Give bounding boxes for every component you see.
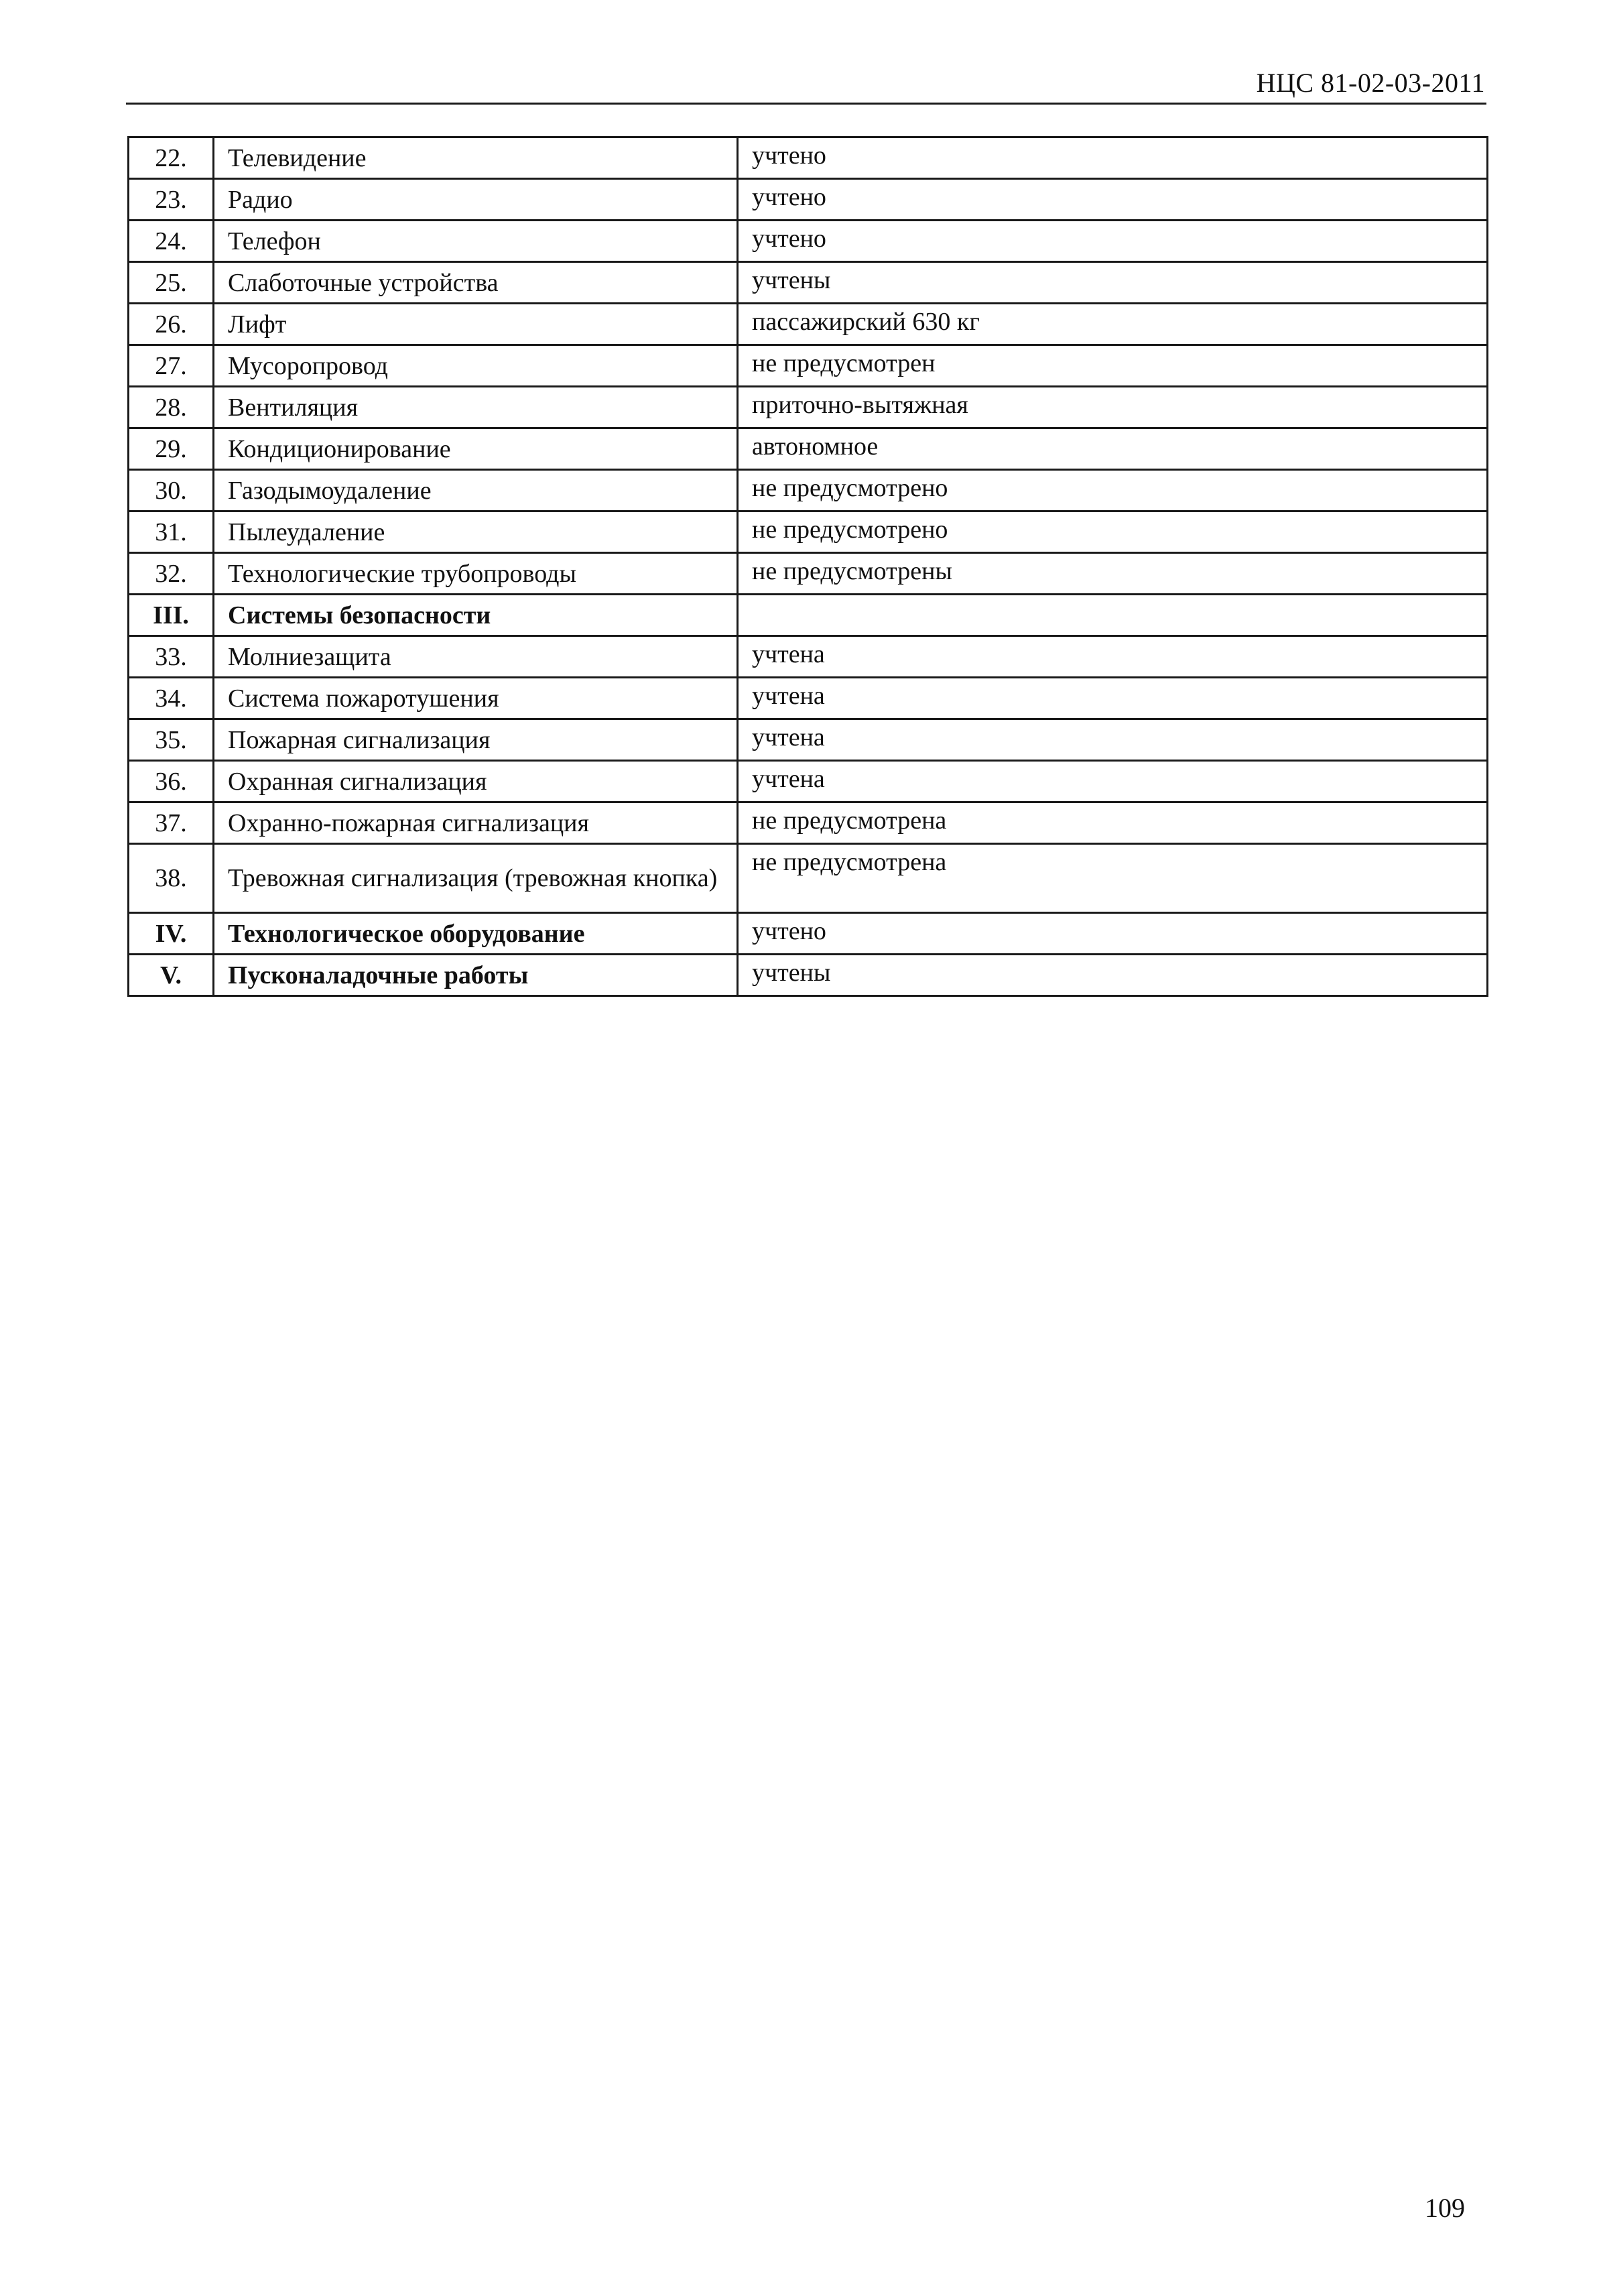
row-value: учтено (738, 913, 1488, 955)
row-value: учтены (738, 955, 1488, 996)
table-row (129, 345, 1488, 387)
table-row (129, 636, 1488, 678)
row-value: приточно-вытяжная (738, 387, 1488, 428)
section-row (129, 595, 1488, 636)
row-value: не предусмотрен (738, 345, 1488, 387)
section-title: Системы безопасности (214, 595, 738, 636)
table-row (129, 387, 1488, 428)
row-value: учтена (738, 761, 1488, 802)
table-row (129, 262, 1488, 304)
row-number: 27. (129, 345, 214, 387)
row-value: не предусмотрены (738, 553, 1488, 595)
row-number: 23. (129, 179, 214, 221)
table-row (129, 428, 1488, 470)
row-value: учтено (738, 179, 1488, 221)
table-row (129, 304, 1488, 345)
table-row (129, 844, 1488, 913)
table-row (129, 678, 1488, 719)
table-row (129, 470, 1488, 511)
row-name: Охранно-пожарная сигнализация (214, 802, 738, 844)
section-title: Технологическое оборудование (214, 913, 738, 955)
table-row (129, 179, 1488, 221)
row-value: не предусмотрено (738, 470, 1488, 511)
row-name: Охранная сигнализация (214, 761, 738, 802)
row-number: 30. (129, 470, 214, 511)
section-number: III. (129, 595, 214, 636)
row-name: Мусоропровод (214, 345, 738, 387)
section-row (129, 955, 1488, 996)
row-number: 26. (129, 304, 214, 345)
row-name: Технологические трубопроводы (214, 553, 738, 595)
row-name: Кондиционирование (214, 428, 738, 470)
row-value: учтена (738, 719, 1488, 761)
row-value: пассажирский 630 кг (738, 304, 1488, 345)
table-row (129, 761, 1488, 802)
row-name: Пожарная сигнализация (214, 719, 738, 761)
row-name: Слаботочные устройства (214, 262, 738, 304)
row-number: 35. (129, 719, 214, 761)
row-name: Молниезащита (214, 636, 738, 678)
row-number: 31. (129, 511, 214, 553)
table-row (129, 553, 1488, 595)
row-name: Телефон (214, 221, 738, 262)
row-number: 32. (129, 553, 214, 595)
row-name: Радио (214, 179, 738, 221)
row-value: учтена (738, 636, 1488, 678)
table-row (129, 137, 1488, 179)
section-number: V. (129, 955, 214, 996)
table-row (129, 221, 1488, 262)
row-name: Лифт (214, 304, 738, 345)
row-value: не предусмотрено (738, 511, 1488, 553)
row-value: учтено (738, 137, 1488, 179)
row-name: Пылеудаление (214, 511, 738, 553)
row-name: Вентиляция (214, 387, 738, 428)
row-value: автономное (738, 428, 1488, 470)
row-number: 34. (129, 678, 214, 719)
row-name: Тревожная сигнализация (тревожная кнопка) (214, 844, 738, 913)
row-number: 36. (129, 761, 214, 802)
section-row (129, 913, 1488, 955)
row-value: не предусмотрена (738, 802, 1488, 844)
document-code: НЦС 81-02-03-2011 (1256, 68, 1485, 98)
row-number: 24. (129, 221, 214, 262)
row-number: 37. (129, 802, 214, 844)
row-number: 25. (129, 262, 214, 304)
section-title: Пусконаладочные работы (214, 955, 738, 996)
row-number: 38. (129, 844, 214, 913)
row-number: 33. (129, 636, 214, 678)
row-value: учтены (738, 262, 1488, 304)
table-row (129, 802, 1488, 844)
row-name: Телевидение (214, 137, 738, 179)
row-number: 29. (129, 428, 214, 470)
header-rule (126, 103, 1486, 105)
table-row (129, 719, 1488, 761)
row-name: Система пожаротушения (214, 678, 738, 719)
row-value: не предусмотрена (738, 844, 1488, 913)
page-number: 109 (1425, 2193, 1465, 2223)
specification-table (127, 136, 1488, 997)
section-number: IV. (129, 913, 214, 955)
row-name: Газодымоудаление (214, 470, 738, 511)
row-value: учтено (738, 221, 1488, 262)
row-number: 22. (129, 137, 214, 179)
row-number: 28. (129, 387, 214, 428)
row-value: учтена (738, 678, 1488, 719)
table-row (129, 511, 1488, 553)
row-value (738, 595, 1488, 636)
